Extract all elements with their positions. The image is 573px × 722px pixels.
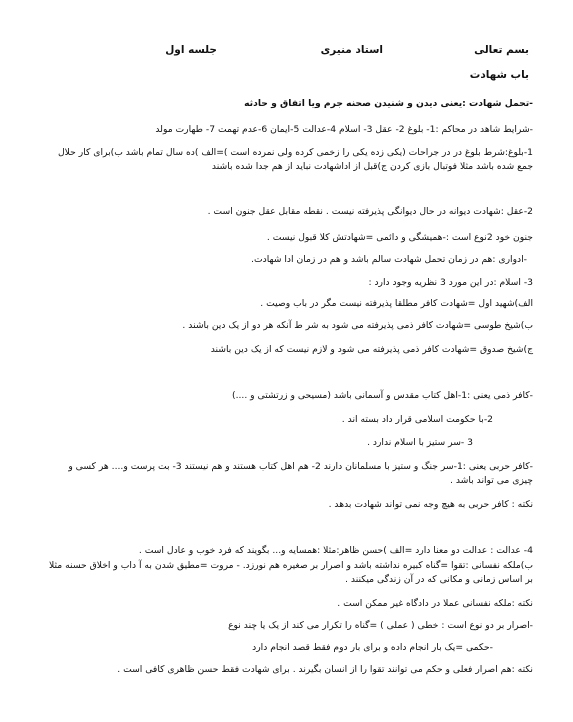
text-line: نکته :هم اصرار فعلی و حکم می توانند تقوا را از انسان بگیرند . برای شهادت فقط حسن ظاهری کافی است . [117,664,533,675]
text-line: 1-بلوغ:شرط بلوغ در در جراحات (یکی زده یکی را زخمی کرده ولی نمرده است )=الف )ده سال تمام باشد ب)برای کار حلال [57,147,533,158]
text-line: 2-عقل :شهادت دیوانه در حال دیوانگی پذیرفته نیست . نقطه مقابل عقل جنون است . [207,206,533,217]
text-line: 3 -سر ستیز با اسلام ندارد . [367,437,473,448]
text-line: -اصرار بر دو نوع است : خطی ( عملی ) =گناه را تکرار می کند از یک یا چند نوع [228,620,533,631]
text-line: -شرایط شاهد در محاکم :1- بلوغ 2- عقل 3- اسلام 4-عدالت 5-ایمان 6-عدم تهمت 7- طهارت مولد [155,124,533,135]
text-line: جنون خود 2نوع است :-همیشگی و دائمی =شهادتش کلا قبول نیست . [266,232,533,243]
header-teacher: استاد منیری [320,44,383,56]
header-session: جلسه اول [165,44,217,56]
text-line: ب)شیخ طوسی =شهادت کافر ذمی پذیرفته می شود به شر ط آنکه هر دو از یک دین باشند . [182,320,533,331]
text-line: جمع شده باشد مثلا فوتبال بازی کردن ج)قبل از اداشهادت نباید از هم جدا شده باشند [211,161,533,172]
text-line: ج)شیخ صدوق =شهادت کافر ذمی پذیرفته می شود و لازم نیست که از یک دین باشند [210,344,533,355]
text-line: -حکمی =یک بار انجام داده و برای بار دوم فقط قصد انجام دارد [252,642,493,653]
text-line: -تحمل شهادت :یعنی دیدن و شنیدن صحنه جرم ویا اتفاق و حادثه [244,98,533,109]
text-line: -کافر ذمی یعنی :1-اهل کتاب مقدس و آسمانی باشد (مسیحی و زرتشتی و ....) [232,390,533,401]
text-line: نکته : کافر حربی به هیچ وجه نمی تواند شهادت بدهد . [328,499,533,510]
text-line: ب)ملکه نفسانی :تقوا =گناه کبیره نداشته باشد و اصرار بر صغیره هم نورزد. - مروت =مطیق شدن به آ داب و اخلاق حسنه مثلا [49,560,533,571]
text-line: بر اساس زمانی و مکانی که در آن زندگی میکنند . [345,574,533,585]
section-title: باب شهادت [469,69,529,81]
text-line: 4- عدالت : عدالت دو معنا دارد =الف )حسن ظاهر:مثلا :همسایه و... بگویند که فرد خوب و عادل است . [138,545,533,556]
text-line: چیزی می تواند باشد . [449,475,533,486]
text-line: -ادواری :هم در زمان تحمل شهادت سالم باشد و هم در زمان ادا شهادت. [251,254,527,265]
text-line: 2-با حکومت اسلامی قرار داد بسته اند . [341,414,493,425]
text-line: الف)شهید اول =شهادت کافر مطلقا پذیرفته نیست مگر در باب وصیت . [260,298,533,309]
text-line: 3- اسلام :در این مورد 3 نظریه وجود دارد : [368,277,533,288]
text-line: -کافر حربی یعنی :1-سر جنگ و ستیز با مسلمانان دارند 2- هم اهل کتاب هستند و هم نیستند 3- بت پرست و.... هر کسی و [68,461,533,472]
text-line: نکته :ملکه نفسانی عملا در دادگاه غیر ممکن است . [337,598,533,609]
header-basmala: بسم تعالی [474,44,529,56]
